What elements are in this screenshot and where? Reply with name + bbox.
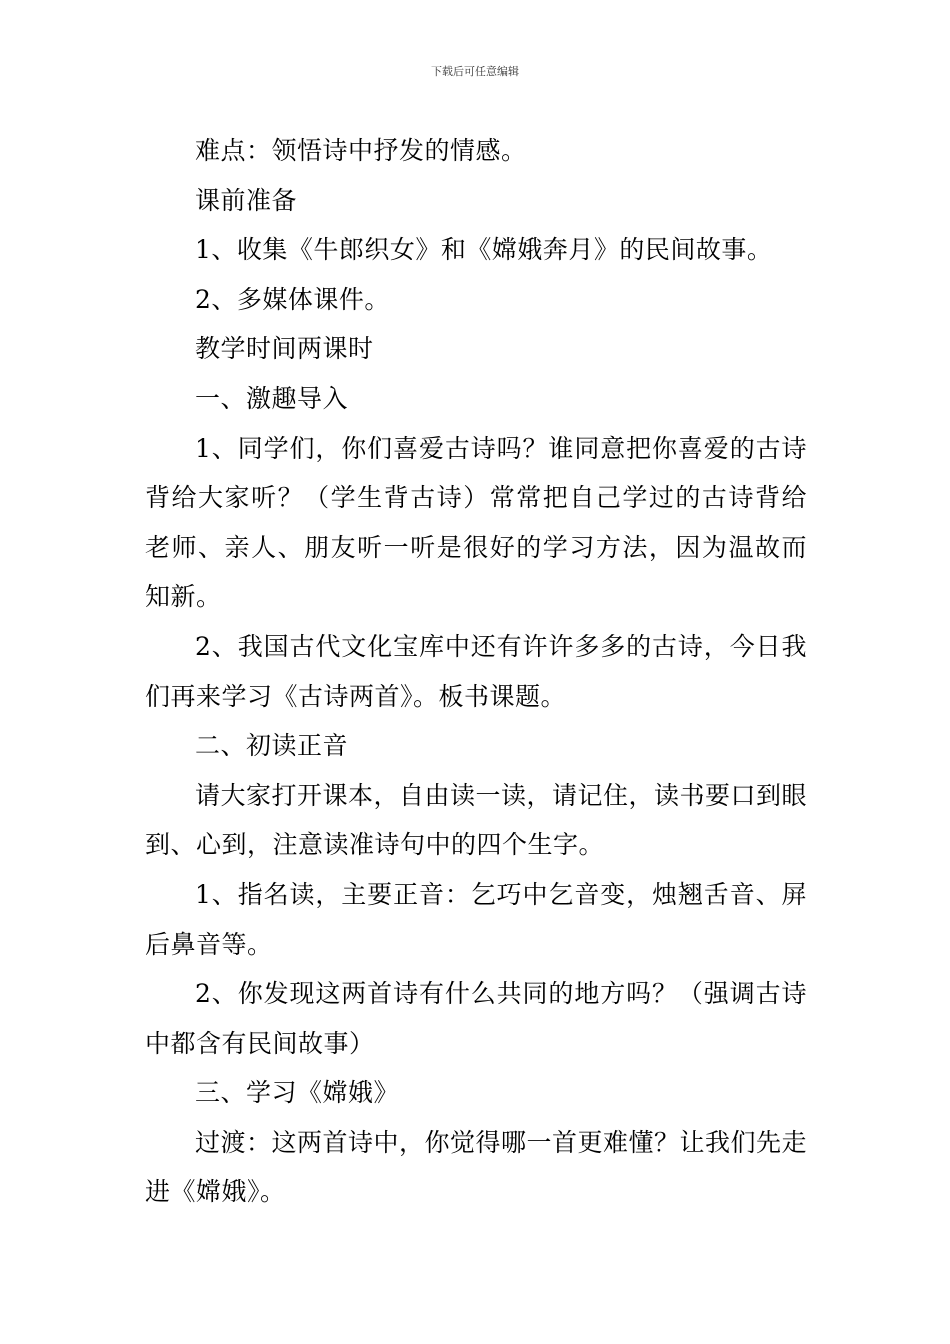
paragraph-prep-item-1: 1、收集《牛郎织女》和《嫦娥奔月》的民间故事。 [195, 235, 773, 265]
paragraph-section2-item1: 1、指名读，主要正音：乞巧中乞音变，烛翘舌音、屏后鼻音等。 [145, 879, 807, 959]
paragraph-section3-transition: 过渡：这两首诗中，你觉得哪一首更难懂？让我们先走进《嫦娥》。 [145, 1127, 808, 1207]
paragraph-section1-item1: 1、同学们，你们喜爱古诗吗？谁同意把你喜爱的古诗背给大家听？（学生背古诗）常常把自己学过的古诗背给老师、亲人、朋友听一听是很好的学习方法，因为温故而知新。 [145, 433, 807, 612]
paragraph-section2-intro: 请大家打开课本，自由读一读，请记住，读书要口到眼到、心到，注意读准诗句中的四个生字。 [145, 780, 808, 860]
page-header: 下载后可任意编辑 [431, 65, 519, 78]
paragraph-difficulty: 难点：领悟诗中抒发的情感。 [195, 136, 527, 165]
paragraph-section2-item2: 2、你发现这两首诗有什么共同的地方吗？（强调古诗中都含有民间故事） [145, 979, 807, 1058]
paragraph-section1-item2: 2、我国古代文化宝库中还有许许多多的古诗，今日我们再来学习《古诗两首》。板书课题。 [145, 631, 807, 711]
document-body [145, 126, 807, 1217]
section-heading-1: 一、激趣导入 [195, 383, 349, 413]
paragraph-teaching-time: 教学时间两课时 [195, 334, 374, 364]
paragraph-preparation-heading: 课前准备 [195, 185, 298, 215]
section-heading-3: 三、学习《嫦娥》 [195, 1078, 400, 1108]
section-heading-2: 二、初读正音 [195, 731, 349, 761]
paragraph-prep-item-2: 2、多媒体课件。 [195, 284, 390, 314]
